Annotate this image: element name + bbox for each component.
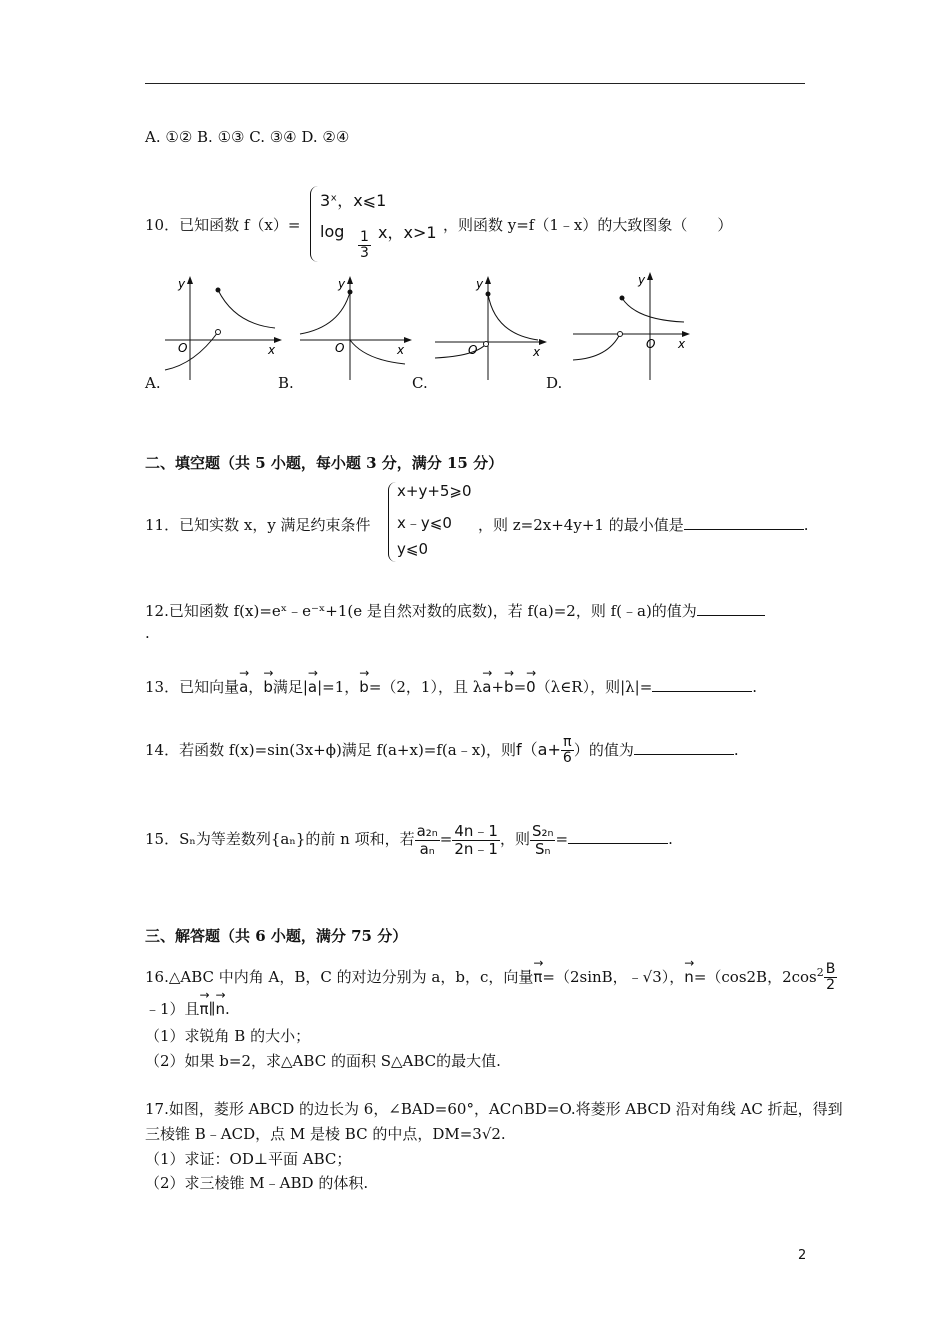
q11-constraint-1: x+y+5⩾0 [397,482,472,500]
svg-text:y: y [638,273,646,287]
q13-text-4: =（2，1），且 λ [368,678,483,696]
q10-option-a: A. [145,374,161,392]
q12-text: 12.已知函数 f(x)=eˣ﹣e⁻ˣ+1(e 是自然对数的底数)，若 f(a)=2，则 f(﹣a)的值为 [145,602,697,620]
q16-sup: 2 [816,965,824,979]
q12-line1 [145,600,765,621]
q16-parallel: ∥ [208,1000,216,1018]
q11-constraint-3: y⩽0 [397,540,428,558]
q15-ratio-a: $\frac{\text{a₂ₙ}}{\text{aₙ}}$ [416,822,438,858]
q17-sub1: （1）求证：OD⊥平面 ABC； [145,1150,352,1168]
q16-sub2: （2）如果 b=2，求△ABC 的面积 S△ABC的最大值. [145,1052,501,1070]
header-rule [145,83,805,84]
svg-text:y: y [338,277,346,291]
q15-mid: ，则 [499,830,530,848]
q16-text-1: 16.△ABC 中内角 A，B，C 的对边分别为 a，b，c，向量 [145,967,534,986]
q15-prefix: 15．Sₙ为等差数列{aₙ}的前 n 项和，若 [145,830,415,848]
q15-ratio-n: $\frac{4n﹣1}{2n﹣1}$ [454,822,498,858]
q16-dot: . [225,1000,230,1018]
q10-case2-rest: x，x>1 [378,223,437,242]
svg-text:O: O [178,341,188,355]
q17-line2: 三棱锥 B﹣ACD，点 M 是棱 BC 的中点，DM=3√2. [145,1125,506,1143]
q16-text-4: ﹣1）且 [145,1000,200,1018]
q14-end: . [733,740,739,759]
q10-prefix: 10．已知函数 f（x）= [145,216,301,234]
q10-graph-a [160,272,285,382]
svg-text:y: y [178,277,186,291]
q13-text-5: （λ∈R），则|λ|= [535,678,653,696]
q10-suffix: ，则函数 y=f（1﹣x）的大致图象（ ） [443,216,733,234]
q11-prefix: 11．已知实数 x，y 满足约束条件 [145,516,371,534]
q16-vector-n: → n [684,968,694,986]
q15-ratio-s: $\frac{\text{S₂ₙ}}{\text{Sₙ}}$ [531,822,554,858]
svg-text:O: O [335,341,345,355]
q15-eq: = [439,830,453,848]
q13-eq: = [513,678,527,696]
q10-log-base: $\frac{1}{3}$ [360,229,369,262]
svg-text:x: x [678,337,686,351]
q13-zero-vector: → 0 [526,678,536,696]
q17-line1: 17.如图，菱形 ABCD 的边长为 6，∠BAD=60°，AC∩BD=O.将菱形 ABCD 沿对角线 AC 折起，得到 [145,1100,843,1118]
q14-prefix: 14．若函数 f(x)=sin(3x+ϕ)满足 f(a+x)=f(a﹣x)，则 [145,740,517,759]
q13-vector-a-2: → a [308,678,317,696]
q16-b-over-2: $\frac{B}{2}$ [825,961,836,994]
q13-end: . [752,678,758,696]
q10-option-b: B. [278,374,294,392]
q16-text-3: =（cos2B，2cos [693,967,817,986]
q13-comma: ， [248,678,264,696]
q10-graph-d [568,268,693,383]
section-3-title: 三、解答题（共 6 小题，满分 75 分） [145,927,408,945]
q12-answer-blank[interactable] [697,601,765,616]
q11-answer-blank[interactable] [684,515,804,530]
q15-eq2: = [555,830,569,848]
q13-vector-b: → b [263,678,273,696]
q10-brace [310,186,319,262]
q11-end: . [803,516,809,534]
q14-f-open: f（a+ [516,739,561,759]
q13-vector-b-3: → b [504,678,514,696]
q9-options: A. ①② B. ①③ C. ③④ D. ②④ [145,128,350,146]
page-number: 2 [798,1248,807,1263]
section-2-title: 二、填空题（共 5 小题，每小题 3 分，满分 15 分） [145,454,504,472]
q11-brace [388,482,397,562]
q13-text-1: 13．已知向量 [145,678,240,696]
q11-constraint-2: x﹣y⩽0 [397,514,452,532]
q15 [145,823,673,857]
svg-text:x: x [268,343,276,357]
q13-answer-blank[interactable] [652,677,752,692]
q13-text-2: 满足| [272,678,308,696]
svg-text:x: x [533,345,541,359]
q10-option-c: C. [412,374,428,392]
q14-answer-blank[interactable] [634,740,734,755]
svg-text:y: y [476,277,484,291]
q16-sub1: （1）求锐角 B 的大小； [145,1027,311,1045]
q12-line2: . [145,624,150,642]
q10-case1: 3ˣ，x⩽1 [320,191,387,210]
q15-end: . [668,830,673,848]
q10-option-d: D. [546,374,563,392]
q16-line1 [145,962,837,994]
q13-vector-a-3: → a [482,678,491,696]
q16-text-2: =（2sinB，﹣√3）， [542,967,685,986]
q13-vector-a: → a [239,678,248,696]
q13-text-3: |=1， [317,678,360,696]
svg-text:O: O [646,337,656,351]
q13 [145,676,757,697]
q13-vector-b-2: → b [359,678,369,696]
q14-pi-over-6: $\frac{\pi}{6}$ [562,734,572,767]
q16-vector-m: → π [533,968,542,986]
q16-vector-m-2: → π [200,1000,209,1018]
q11-suffix [478,514,809,535]
q14-close: ）的值为 [573,740,634,759]
svg-text:O: O [468,343,478,357]
q10-case2-log: log [320,222,345,241]
q11-suffix-text: ，则 z=2x+4y+1 的最小值是 [478,516,684,534]
q13-plus: + [491,678,505,696]
q16-vector-n-2: → n [216,1000,226,1018]
q10-graph-c [430,272,550,382]
q16-line2 [145,998,230,1019]
q15-answer-blank[interactable] [568,829,668,844]
q17-sub2: （2）求三棱锥 M﹣ABD 的体积. [145,1174,369,1192]
q10-graph-b [295,272,415,382]
q14 [145,735,739,767]
svg-text:x: x [397,343,405,357]
